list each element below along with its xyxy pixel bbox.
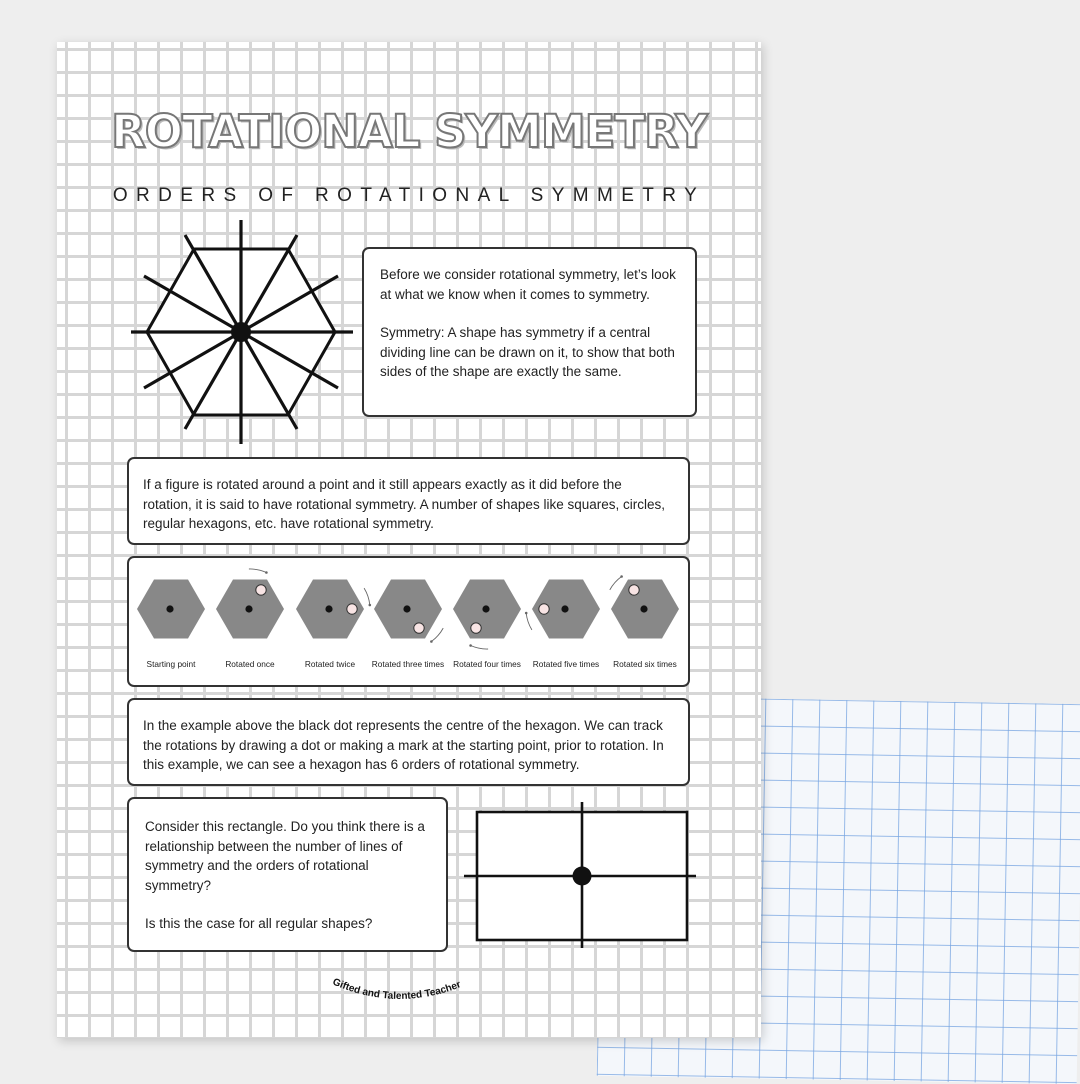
svg-text:Gifted and Talented Teacher (331, 977, 463, 1002)
rectangle-question-box (127, 797, 448, 952)
worksheet-page (57, 42, 761, 1038)
rotated-hexagon-icon (521, 564, 611, 654)
rotation-step-label: Rotated five times (532, 659, 600, 669)
rotation-arrow (471, 646, 489, 650)
hexagon-example-box (127, 698, 690, 786)
rotation-marker (471, 623, 481, 633)
centre-dot (561, 605, 568, 612)
rotational-definition-box (127, 457, 690, 545)
credit-text: Gifted and Talented Teacher (330, 976, 463, 1002)
rotation-marker (539, 604, 549, 614)
rotation-step-label: Starting point (146, 659, 196, 669)
rotated-hexagon-icon (442, 564, 532, 654)
centre-dot (166, 605, 173, 612)
rotated-hexagon-icon (285, 564, 375, 654)
symmetry-definition-paragraph: Symmetry: A shape has symmetry if a central dividing line can be drawn on it, to show that both sides of the shape are exactly the same. (380, 325, 675, 379)
page-title: ROTATIONAL SYMMETRY (111, 105, 707, 158)
hexagon-example-text: In the example above the black dot represents the centre of the hexagon. We can track the rotations by drawing a dot or making a mark at the starting point, prior to rotation. In this example, we can see a hexagon has 6 orders of rotational symmetry. (143, 718, 664, 772)
rotation-arrow-head (620, 575, 623, 578)
rotation-steps-box (127, 556, 690, 687)
rotation-step-label: Rotated four times (453, 659, 521, 669)
rotation-step-label: Rotated six times (613, 659, 677, 669)
rotation-arrow-head (265, 571, 268, 574)
rotational-definition-text: If a figure is rotated around a point and it still appears exactly as it did before the rotation, it is said to have rotational symmetry. A number of shapes like squares, circles, regular hexagons, etc. have rotational symmetry. (143, 477, 665, 531)
rotation-arrow-head (430, 640, 433, 643)
rotation-marker (256, 585, 266, 595)
centre-dot (245, 605, 252, 612)
hexagon-symmetry-diagram (129, 218, 355, 446)
intro-paragraph: Before we consider rotational symmetry, let’s look at what we know when it comes to symmetry. (380, 267, 676, 302)
rotation-arrow (610, 577, 622, 590)
page-subtitle: ORDERS OF ROTATIONAL SYMMETRY (112, 185, 706, 206)
rotated-hexagon-icon (205, 564, 295, 654)
rotation-step-label: Rotated twice (304, 659, 356, 669)
rotation-marker (414, 623, 424, 633)
rectangle-symmetry-diagram (462, 800, 698, 950)
rotation-step-label: Rotated once (225, 659, 275, 669)
rotation-marker (629, 585, 639, 595)
regular-shapes-question-text: Is this the case for all regular shapes? (145, 916, 373, 931)
rotation-arrow (526, 613, 532, 630)
intro-symmetry-box (362, 247, 697, 417)
rotation-arrow (249, 569, 267, 573)
rotation-arrow-head (525, 612, 528, 615)
rotation-step-label: Rotated three times (371, 659, 445, 669)
rotated-hexagon-icon (363, 564, 453, 654)
centre-dot (482, 605, 489, 612)
rotated-hexagon-icon (600, 564, 690, 654)
rotation-marker (347, 604, 357, 614)
centre-dot (640, 605, 647, 612)
centre-dot (325, 605, 332, 612)
brand-credit-logo (327, 972, 497, 1022)
rectangle-question-text: Consider this rectangle. Do you think there is a relationship between the number of lines of symmetry and the orders of rotational symmetry? (145, 819, 425, 893)
rotated-hexagon-icon (126, 564, 216, 654)
rotation-arrow-head (469, 644, 472, 647)
centre-dot (403, 605, 410, 612)
